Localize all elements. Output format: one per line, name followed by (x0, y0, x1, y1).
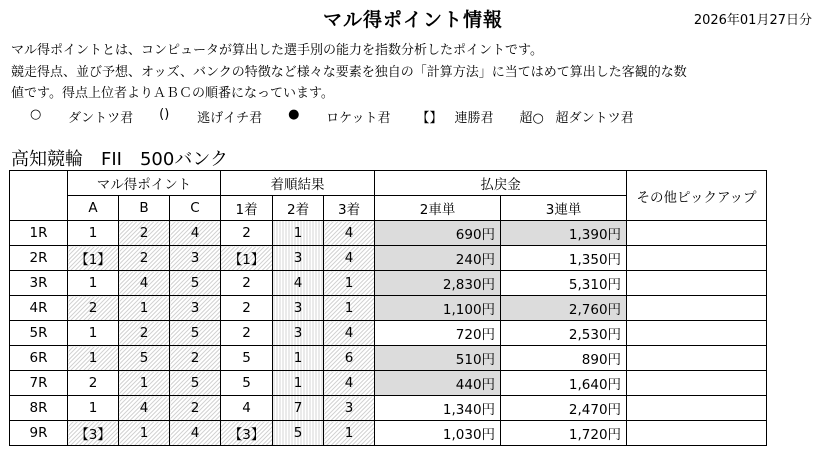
second-place-cell: 7 (273, 396, 324, 421)
race-header (10, 171, 68, 221)
nishatan-payout-cell: 1,030円 (375, 421, 501, 446)
sanrentan-payout-cell: 2,470円 (501, 396, 627, 421)
third-place-cell: 4 (324, 221, 375, 246)
legend-label: 逃げイチ君 (197, 111, 263, 126)
race-cell: 6R (10, 346, 68, 371)
second-place-cell: 4 (273, 271, 324, 296)
race-cell: 1R (10, 221, 68, 246)
point-a-cell: 1 (68, 221, 119, 246)
point-b-cell: 4 (119, 271, 170, 296)
race-cell: 5R (10, 321, 68, 346)
legend-item (417, 107, 494, 126)
third-place-cell: 4 (324, 371, 375, 396)
point-c-cell: 2 (170, 396, 221, 421)
legend (30, 107, 660, 126)
description-line: マル得ポイントとは、コンピュータが算出した選手別の能力を指数分析したポイントです。 (11, 43, 543, 58)
second-place-cell: 3 (273, 246, 324, 271)
other-pickup-cell (627, 296, 767, 321)
legend-item (288, 107, 390, 126)
point-b-cell: 2 (119, 321, 170, 346)
legend-symbol: () (159, 107, 170, 122)
legend-label: ダントツ君 (68, 111, 134, 126)
table-header-row (10, 171, 767, 196)
nishatan-payout-cell: 690円 (375, 221, 501, 246)
point-a-cell: 1 (68, 321, 119, 346)
header-b: B (119, 196, 170, 221)
third-place-cell: 1 (324, 296, 375, 321)
first-place-cell: 2 (221, 271, 273, 296)
first-place-cell: 【3】 (221, 421, 273, 446)
header-c: C (170, 196, 221, 221)
race-cell: 4R (10, 296, 68, 321)
other-pickup-cell (627, 346, 767, 371)
race-cell: 2R (10, 246, 68, 271)
table-row (10, 396, 767, 421)
third-place-cell: 6 (324, 346, 375, 371)
other-pickup-cell (627, 221, 767, 246)
point-b-cell: 2 (119, 246, 170, 271)
point-a-cell: 2 (68, 296, 119, 321)
point-c-cell: 5 (170, 321, 221, 346)
description-line: 値です。得点上位者よりＡＢＣの順番になっています。 (11, 86, 334, 101)
point-a-cell: 1 (68, 346, 119, 371)
point-a-cell: 1 (68, 271, 119, 296)
third-place-cell: 4 (324, 321, 375, 346)
point-a-cell: 【3】 (68, 421, 119, 446)
legend-symbol: 超○ (519, 111, 544, 126)
point-b-cell: 5 (119, 346, 170, 371)
nishatan-payout-cell: 1,100円 (375, 296, 501, 321)
nishatan-payout-cell: 240円 (375, 246, 501, 271)
point-b-cell: 2 (119, 221, 170, 246)
first-place-cell: 2 (221, 296, 273, 321)
other-pickup-cell (627, 271, 767, 296)
third-place-cell: 3 (324, 396, 375, 421)
legend-symbol: 【】 (416, 111, 443, 126)
first-place-cell: 4 (221, 396, 273, 421)
table-row (10, 246, 767, 271)
sanrentan-payout-cell: 1,350円 (501, 246, 627, 271)
header-sanrentan: 3連単 (501, 196, 627, 221)
header-first: 1着 (221, 196, 273, 221)
header-nishatan: 2車単 (375, 196, 501, 221)
table-row (10, 371, 767, 396)
other-pickup-cell (627, 371, 767, 396)
nishatan-payout-cell: 510円 (375, 346, 501, 371)
sanrentan-payout-cell: 2,760円 (501, 296, 627, 321)
point-c-cell: 5 (170, 271, 221, 296)
point-b-cell: 1 (119, 296, 170, 321)
table-row (10, 296, 767, 321)
results-table (9, 170, 767, 446)
first-place-cell: 5 (221, 346, 273, 371)
race-title: 高知競輪 FII 500バンク (11, 149, 228, 170)
legend-label: ロケット君 (326, 111, 391, 126)
table-row (10, 346, 767, 371)
point-c-cell: 2 (170, 346, 221, 371)
description-line: 競走得点、並び予想、オッズ、バンクの特徴など様々な要素を独自の「計算方法」に当てはめて算出した客観的な数 (11, 64, 687, 80)
header-payout: 払戻金 (375, 171, 627, 196)
race-cell: 3R (10, 271, 68, 296)
second-place-cell: 3 (273, 321, 324, 346)
sanrentan-payout-cell: 1,720円 (501, 421, 627, 446)
table-row (10, 271, 767, 296)
sanrentan-payout-cell: 1,390円 (501, 221, 627, 246)
second-place-cell: 1 (273, 346, 324, 371)
first-place-cell: 2 (221, 221, 273, 246)
legend-symbol: ○ (30, 107, 42, 122)
race-cell: 8R (10, 396, 68, 421)
nishatan-payout-cell: 440円 (375, 371, 501, 396)
race-cell: 9R (10, 421, 68, 446)
legend-item (159, 107, 262, 126)
second-place-cell: 1 (273, 221, 324, 246)
other-pickup-cell (627, 421, 767, 446)
point-b-cell: 4 (119, 396, 170, 421)
legend-item (520, 107, 634, 126)
sanrentan-payout-cell: 890円 (501, 346, 627, 371)
first-place-cell: 5 (221, 371, 273, 396)
point-a-cell: 1 (68, 396, 119, 421)
second-place-cell: 1 (273, 371, 324, 396)
table-body (10, 221, 767, 446)
nishatan-payout-cell: 2,830円 (375, 271, 501, 296)
nishatan-payout-cell: 720円 (375, 321, 501, 346)
header-third: 3着 (324, 196, 375, 221)
legend-item (30, 107, 133, 126)
point-c-cell: 4 (170, 421, 221, 446)
nishatan-payout-cell: 1,340円 (375, 396, 501, 421)
report-date: 2026年01月27日分 (693, 13, 812, 28)
table-row (10, 221, 767, 246)
sanrentan-payout-cell: 2,530円 (501, 321, 627, 346)
description (11, 40, 811, 105)
third-place-cell: 1 (324, 271, 375, 296)
point-c-cell: 3 (170, 296, 221, 321)
header-a: A (68, 196, 119, 221)
second-place-cell: 3 (273, 296, 324, 321)
page-title: マル得ポイント情報 (322, 9, 503, 31)
header-second: 2着 (273, 196, 324, 221)
table-row (10, 321, 767, 346)
point-a-cell: 2 (68, 371, 119, 396)
other-pickup-cell (627, 321, 767, 346)
third-place-cell: 1 (324, 421, 375, 446)
third-place-cell: 4 (324, 246, 375, 271)
header-results: 着順結果 (221, 171, 375, 196)
other-pickup-cell (627, 246, 767, 271)
point-b-cell: 1 (119, 421, 170, 446)
legend-symbol: ● (288, 107, 300, 122)
legend-label: 連勝君 (454, 111, 494, 126)
sanrentan-payout-cell: 1,640円 (501, 371, 627, 396)
header-other-pickup: その他ピックアップ (627, 171, 767, 221)
race-cell: 7R (10, 371, 68, 396)
point-c-cell: 4 (170, 221, 221, 246)
sanrentan-payout-cell: 5,310円 (501, 271, 627, 296)
other-pickup-cell (627, 396, 767, 421)
table-row (10, 421, 767, 446)
first-place-cell: 【1】 (221, 246, 273, 271)
second-place-cell: 5 (273, 421, 324, 446)
legend-label: 超ダントツ君 (555, 111, 634, 126)
point-c-cell: 3 (170, 246, 221, 271)
point-c-cell: 5 (170, 371, 221, 396)
point-b-cell: 1 (119, 371, 170, 396)
point-a-cell: 【1】 (68, 246, 119, 271)
first-place-cell: 2 (221, 321, 273, 346)
header-points: マル得ポイント (68, 171, 221, 196)
